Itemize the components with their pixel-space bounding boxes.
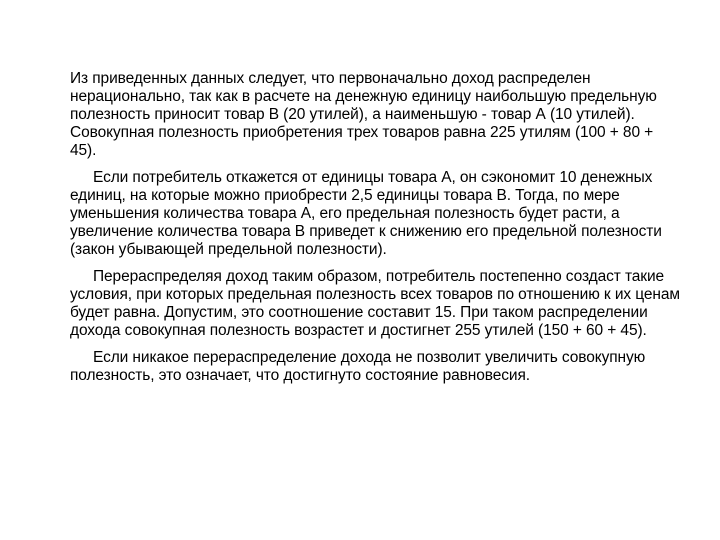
paragraph-2: Если потребитель откажется от единицы товара А, он сэкономит 10 денежных единиц, на которые можно приобрести 2,5 единицы товара В. Тогда, по мере уменьшения количества товара А, его предельная полезность будет расти, а увеличение количества товара В приведет к снижению его предельной полезности (закон убывающей предельной полезности). — [70, 169, 662, 258]
paragraph-1: Из приведенных данных следует, что первоначально доход распределен нерационально, так как в расчете на денежную единицу наибольшую предельную полезность приносит товар В (20 утилей), а наименьшую - товар А (10 утилей). Совокупная полезность приобретения трех товаров равна 225 утилям (100 + 80 + 45). — [70, 70, 657, 159]
paragraph-4: Если никакое перераспределение дохода не позволит увеличить совокупную полезность, это означает, что достигнуто состояние равновесия. — [70, 349, 646, 384]
paragraph-3: Перераспределяя доход таким образом, потребитель постепенно создаст такие условия, при которых предельная полезность всех товаров по отношению к их ценам будет равна. Допустим, это соотношение составит 15. При таком распределении дохода совокупная полезность возрастет и достигнет 255 утилей (150 + 60 + 45). — [70, 268, 680, 339]
document-text — [70, 70, 680, 385]
